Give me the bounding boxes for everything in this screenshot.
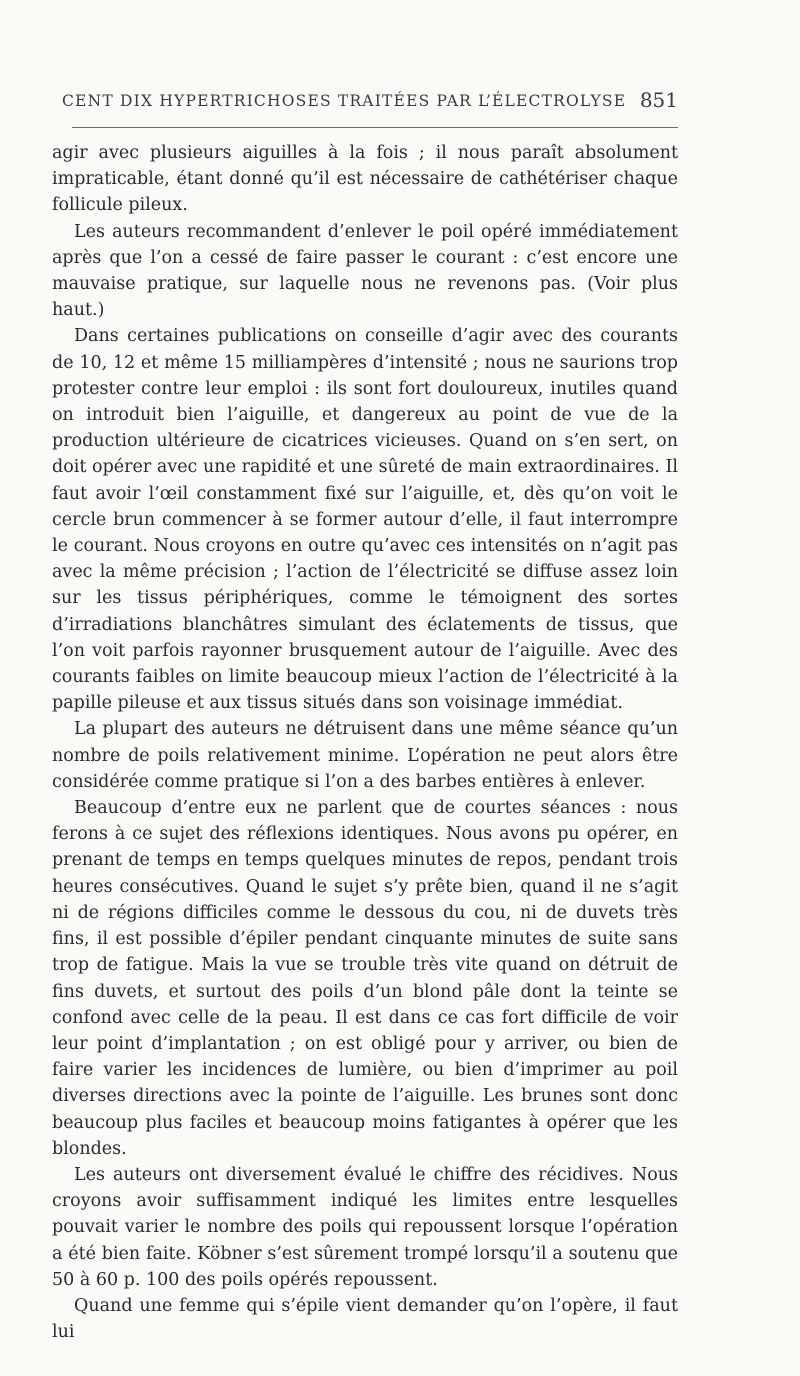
paragraph-continued: agir avec plusieurs aiguilles à la fois ; il nous paraît absolument impraticable, étant donné qu’il est nécessaire de cathétériser chaque follicule pileux.: [52, 143, 678, 216]
paragraph: Les auteurs recommandent d’enlever le poil opéré immédiatement après que l’on a cessé de faire passer le courant : c’est encore une mauvaise pratique, sur laquelle nous ne revenons pas. (Voir plus haut.): [52, 221, 678, 321]
page-number: 851: [639, 88, 678, 112]
paragraph: Beaucoup d’entre eux ne parlent que de courtes séances : nous ferons à ce sujet des réflexions identiques. Nous avons pu opérer, en prenant de temps en temps quelques minutes de repos, pendant trois heures consécutives. Quand le sujet s’y prête bien, quand il ne s’agit ni de régions difficiles comme le dessous du cou, ni de duvets très fins, il est possible d’épiler pendant cinquante minutes de suite sans trop de fatigue. Mais la vue se trouble très vite quand on détruit de fins duvets, et surtout des poils d’un blond pâle dont la teinte se confond avec celle de la peau. Il est dans ce cas fort difficile de voir leur point d’implantation ; on est obligé pour y arriver, ou bien de faire varier les incidences de lumière, ou bien d’imprimer au poil diverses directions avec la pointe de l’aiguille. Les brunes sont donc beaucoup plus faciles et beaucoup moins fatigantes à opérer que les blondes.: [52, 798, 678, 1159]
running-header: [52, 86, 678, 116]
paragraph: Dans certaines publications on conseille d’agir avec des courants de 10, 12 et même 15 milliampères d’intensité ; nous ne saurions trop protester contre leur emploi : ils sont fort douloureux, inutiles quand on introduit bien l’aiguille, et dangereux au point de vue de la production ultérieure de cicatrices vicieuses. Quand on s’en sert, on doit opérer avec une rapidité et une sûreté de main extraordinaires. Il faut avoir l’œil constamment fixé sur l’aiguille, et, dès qu’on voit le cercle brun commencer à se former autour d’elle, il faut interrompre le courant. Nous croyons en outre qu’avec ces intensités on n’agit pas avec la même précision ; l’action de l’électricité se diffuse assez loin sur les tissus périphériques, comme le témoignent des sortes d’irradiations blanchâtres simulant des éclatements de tissus, que l’on voit parfois rayonner brusquement autour de l’aiguille. Avec des courants faibles on limite beaucoup mieux l’action de l’électricité à la papille pileuse et aux tissus situés dans son voisinage immédiat.: [52, 326, 678, 714]
header-rule: [72, 127, 678, 128]
paragraph: Les auteurs ont diversement évalué le chiffre des récidives. Nous croyons avoir suffisamment indiqué les limites entre lesquelles pouvait varier le nombre des poils qui repoussent lorsque l’opération a été bien faite. Köbner s’est sûrement trompé lorsqu’il a soutenu que 50 à 60 p. 100 des poils opérés repoussent.: [52, 1164, 678, 1290]
paragraph: La plupart des auteurs ne détruisent dans une même séance qu’un nombre de poils relativement minime. L’opération ne peut alors être considérée comme pratique si l’on a des barbes entières à enlever.: [52, 719, 678, 792]
body-text: [52, 140, 678, 1345]
paragraph-continues: Quand une femme qui s’épile vient demander qu’on l’opère, il faut lui: [52, 1295, 678, 1343]
running-title: CENT DIX HYPERTRICHOSES TRAITÉES PAR L’ÉLECTROLYSE: [62, 92, 627, 110]
book-page: [52, 86, 678, 1345]
